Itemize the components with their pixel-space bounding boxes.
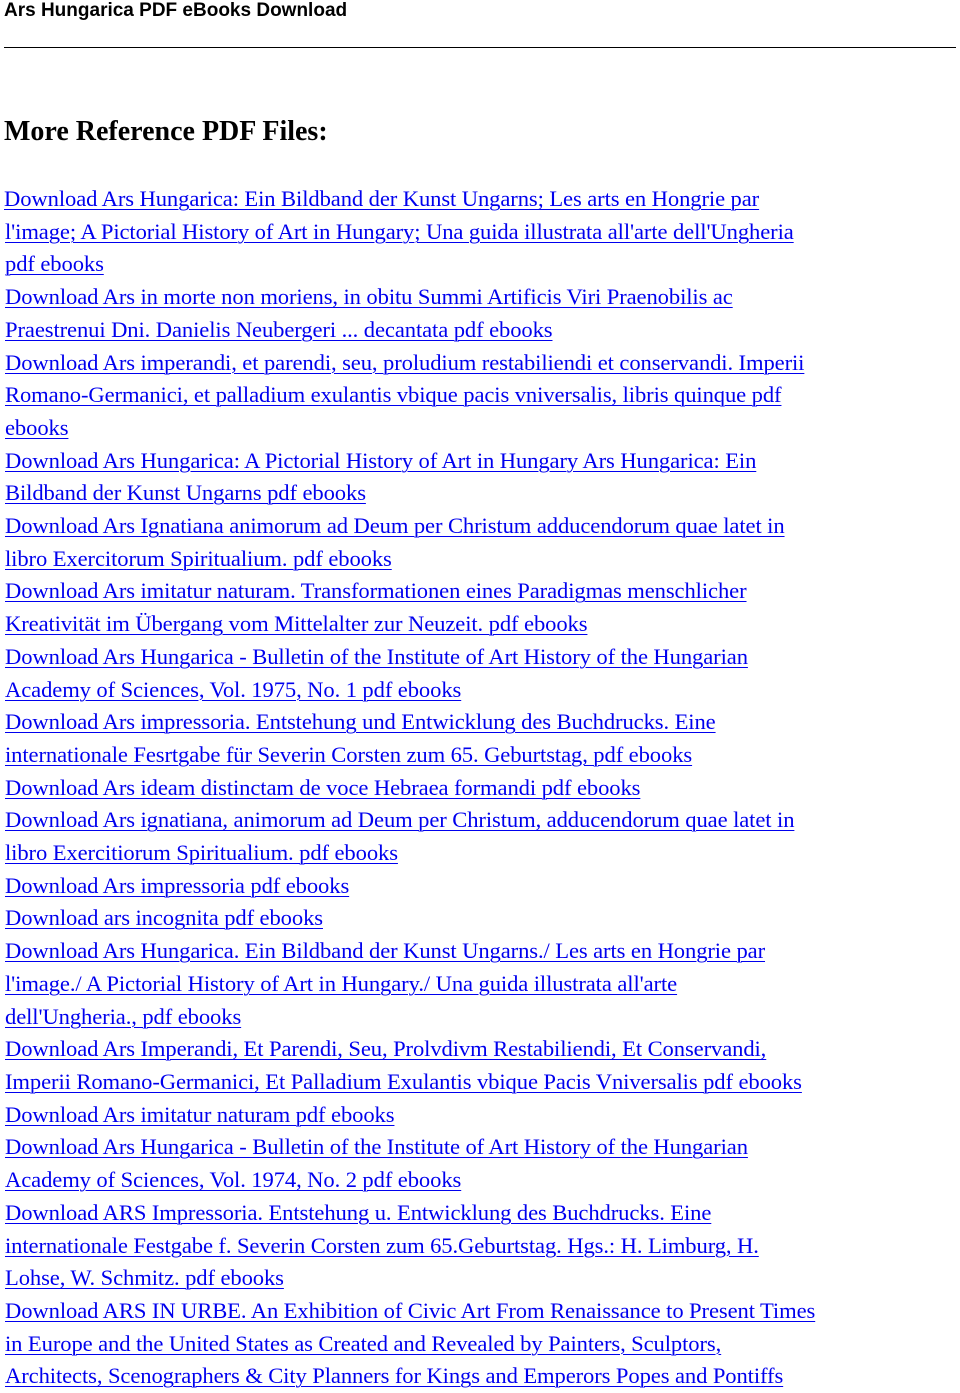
reference-link-line[interactable]: Download ars incognita pdf ebooks [5, 905, 323, 931]
reference-link-line[interactable]: internationale Fesrtgabe für Severin Corsten zum 65. Geburtstag, pdf ebooks [5, 741, 693, 767]
reference-link-line[interactable]: Download ARS Impressoria. Entstehung u. Entwicklung des Buchdrucks. Eine [5, 1199, 712, 1225]
reference-link-line[interactable]: Architects, Scenographers & City Planners for Kings and Emperors Popes and Pontiffs [5, 1363, 784, 1389]
reference-link-line[interactable]: Download Ars in morte non moriens, in obitu Summi Artificis Viri Praenobilis ac [5, 284, 733, 310]
reference-link-line[interactable]: dell'Ungheria., pdf ebooks [5, 1003, 242, 1029]
reference-link-item[interactable] [0, 641, 960, 706]
reference-link-line[interactable]: Download Ars Imperandi, Et Parendi, Seu, Prolvdivm Restabiliendi, Et Conservandi, [5, 1036, 767, 1062]
reference-link-line[interactable]: Download Ars impressoria. Entstehung und Entwicklung des Buchdrucks. Eine [5, 709, 716, 735]
reference-link-line[interactable]: Download Ars imitatur naturam pdf ebooks [5, 1101, 395, 1127]
reference-link-line[interactable]: Romano-Germanici, et palladium exulantis vbique pacis vniversalis, libris quinque pdf [5, 382, 782, 408]
reference-link-item[interactable] [0, 870, 960, 903]
header-divider [4, 47, 956, 48]
reference-link-item[interactable] [0, 281, 960, 346]
reference-link-line[interactable]: Lohse, W. Schmitz. pdf ebooks [5, 1265, 284, 1291]
reference-link-line[interactable]: l'image; A Pictorial History of Art in Hungary; Una guida illustrata all'arte dell'Ungheria [5, 218, 794, 244]
reference-link-line[interactable]: Download Ars Hungarica - Bulletin of the Institute of Art History of the Hungarian [5, 643, 748, 669]
reference-link-line[interactable]: l'image./ A Pictorial History of Art in Hungary./ Una guida illustrata all'arte [5, 970, 678, 996]
reference-link-item[interactable] [0, 1099, 960, 1132]
reference-link-line[interactable]: Download Ars Hungarica: Ein Bildband der Kunst Ungarns; Les arts en Hongrie par [4, 186, 760, 211]
reference-link-item[interactable] [0, 1295, 960, 1393]
reference-link-item[interactable] [0, 347, 960, 445]
reference-link-line[interactable]: Download Ars Hungarica: A Pictorial History of Art in Hungary Ars Hungarica: Ein [5, 447, 757, 473]
reference-link-item[interactable] [0, 183, 960, 281]
reference-link-line[interactable]: Download Ars ignatiana, animorum ad Deum per Christum, adducendorum quae latet in [5, 807, 795, 833]
section-heading: More Reference PDF Files: [4, 116, 328, 147]
reference-link-line[interactable]: pdf ebooks [5, 251, 104, 277]
reference-link-line[interactable]: Download Ars ideam distinctam de voce Hebraea formandi pdf ebooks [5, 774, 641, 800]
reference-link-item[interactable] [0, 510, 960, 575]
reference-link-line[interactable]: Download Ars impressoria pdf ebooks [5, 872, 350, 898]
reference-link-line[interactable]: ebooks [5, 414, 69, 440]
reference-link-item[interactable] [0, 804, 960, 869]
reference-links-list [0, 183, 960, 1393]
reference-link-item[interactable] [0, 445, 960, 510]
reference-link-line[interactable]: Bildband der Kunst Ungarns pdf ebooks [5, 480, 366, 506]
reference-link-line[interactable]: Praestrenui Dni. Danielis Neubergeri ... decantata pdf ebooks [5, 316, 553, 342]
reference-link-item[interactable] [0, 772, 960, 805]
reference-link-line[interactable]: Download Ars Ignatiana animorum ad Deum per Christum adducendorum quae latet in [5, 513, 785, 539]
reference-link-line[interactable]: in Europe and the United States as Created and Revealed by Painters, Sculptors, [5, 1330, 722, 1356]
reference-link-line[interactable]: Academy of Sciences, Vol. 1975, No. 1 pdf ebooks [5, 676, 462, 702]
reference-link-line[interactable]: Academy of Sciences, Vol. 1974, No. 2 pdf ebooks [5, 1167, 462, 1193]
reference-link-item[interactable] [0, 935, 960, 1033]
reference-link-line[interactable]: Download Ars Hungarica - Bulletin of the Institute of Art History of the Hungarian [5, 1134, 748, 1160]
reference-link-line[interactable]: Kreativität im Übergang vom Mittelalter zur Neuzeit. pdf ebooks [5, 611, 588, 637]
reference-link-line[interactable]: libro Exercitiorum Spiritualium. pdf ebooks [5, 840, 398, 866]
page-header-title: Ars Hungarica PDF eBooks Download [4, 0, 348, 21]
reference-link-item[interactable] [0, 1131, 960, 1196]
reference-link-line[interactable]: internationale Festgabe f. Severin Corsten zum 65.Geburtstag. Hgs.: H. Limburg, H. [5, 1232, 759, 1258]
reference-link-line[interactable]: Download Ars imperandi, et parendi, seu, proludium restabiliendi et conservandi. Imperii [5, 349, 805, 375]
reference-link-item[interactable] [0, 1197, 960, 1295]
reference-link-line[interactable]: Imperii Romano-Germanici, Et Palladium Exulantis vbique Pacis Vniversalis pdf ebooks [5, 1068, 802, 1094]
reference-link-item[interactable] [0, 1033, 960, 1098]
reference-link-line[interactable]: libro Exercitorum Spiritualium. pdf ebooks [5, 545, 392, 571]
reference-link-item[interactable] [0, 706, 960, 771]
reference-link-line[interactable]: Download Ars imitatur naturam. Transformationen eines Paradigmas menschlicher [5, 578, 747, 604]
reference-link-item[interactable] [0, 575, 960, 640]
reference-link-line[interactable]: Download ARS IN URBE. An Exhibition of Civic Art From Renaissance to Present Times [5, 1297, 816, 1323]
reference-link-item[interactable] [0, 902, 960, 935]
reference-link-line[interactable]: Download Ars Hungarica. Ein Bildband der Kunst Ungarns./ Les arts en Hongrie par [5, 938, 766, 964]
